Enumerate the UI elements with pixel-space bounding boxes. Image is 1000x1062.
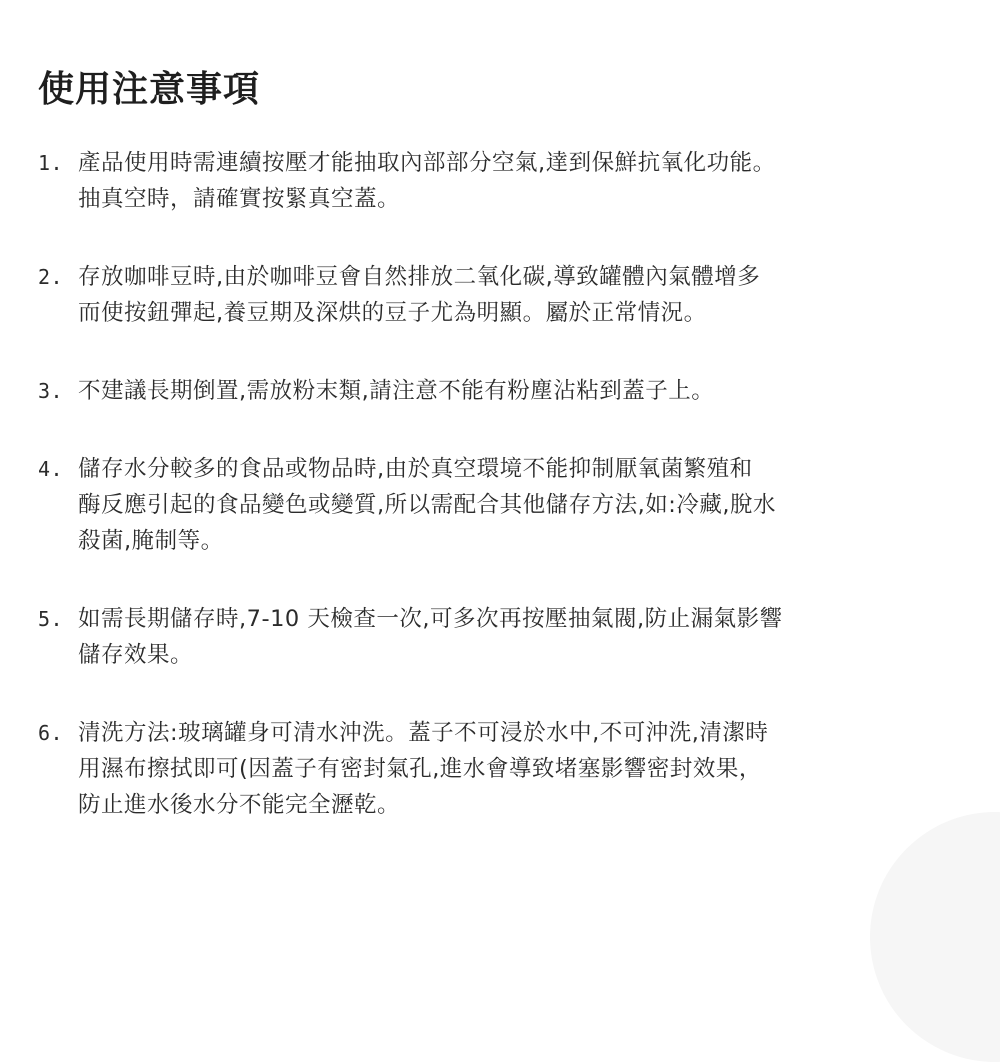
note-text — [78, 715, 968, 823]
note-number: 5. — [38, 607, 64, 631]
note-number: 6. — [38, 721, 64, 745]
note-item-5 — [38, 601, 968, 673]
note-line: 儲存效果。 — [78, 642, 194, 668]
note-item-4 — [38, 451, 968, 559]
note-line: 儲存水分較多的食品或物品時,由於真空環境不能抑制厭氧菌繁殖和 — [78, 456, 753, 482]
note-line: 不建議長期倒置,需放粉末類,請注意不能有粉塵沾粘到蓋子上。 — [78, 378, 715, 404]
note-line: 殺菌,腌制等。 — [78, 528, 224, 554]
note-line: 用濕布擦拭即可(因蓋子有密封氣孔,進水會導致堵塞影響密封效果， — [78, 756, 762, 782]
note-number: 1. — [38, 151, 64, 175]
note-line: 清洗方法:玻璃罐身可清水沖洗。蓋子不可浸於水中,不可沖洗,清潔時 — [78, 720, 769, 746]
note-text — [78, 373, 968, 409]
note-line: 如需長期儲存時,7-10 天檢查一次,可多次再按壓抽氣閥,防止漏氣影響 — [78, 606, 783, 632]
note-item-2 — [38, 259, 968, 331]
note-text — [78, 259, 968, 331]
note-text — [78, 451, 968, 559]
note-number: 2. — [38, 265, 64, 289]
note-line: 酶反應引起的食品變色或變質,所以需配合其他儲存方法,如:冷藏,脫水 — [78, 492, 777, 518]
note-line: 而使按鈕彈起,養豆期及深烘的豆子尤為明顯。屬於正常情況。 — [78, 300, 707, 326]
note-item-3 — [38, 373, 968, 409]
note-line: 抽真空時，請確實按緊真空蓋。 — [78, 186, 401, 212]
page-title: 使用注意事項 — [38, 69, 261, 110]
note-text — [78, 145, 968, 217]
note-text — [78, 601, 968, 673]
note-number: 4. — [38, 457, 64, 481]
note-number: 3. — [38, 379, 64, 403]
note-item-1 — [38, 145, 968, 217]
note-line: 防止進水後水分不能完全瀝乾。 — [78, 792, 401, 818]
note-item-6 — [38, 715, 968, 823]
note-line: 存放咖啡豆時,由於咖啡豆會自然排放二氧化碳,導致罐體內氣體增多 — [78, 264, 761, 290]
corner-decoration — [870, 812, 1000, 1062]
note-line: 產品使用時需連續按壓才能抽取內部部分空氣,達到保鮮抗氧化功能。 — [78, 150, 776, 176]
usage-notes-list — [38, 145, 968, 823]
